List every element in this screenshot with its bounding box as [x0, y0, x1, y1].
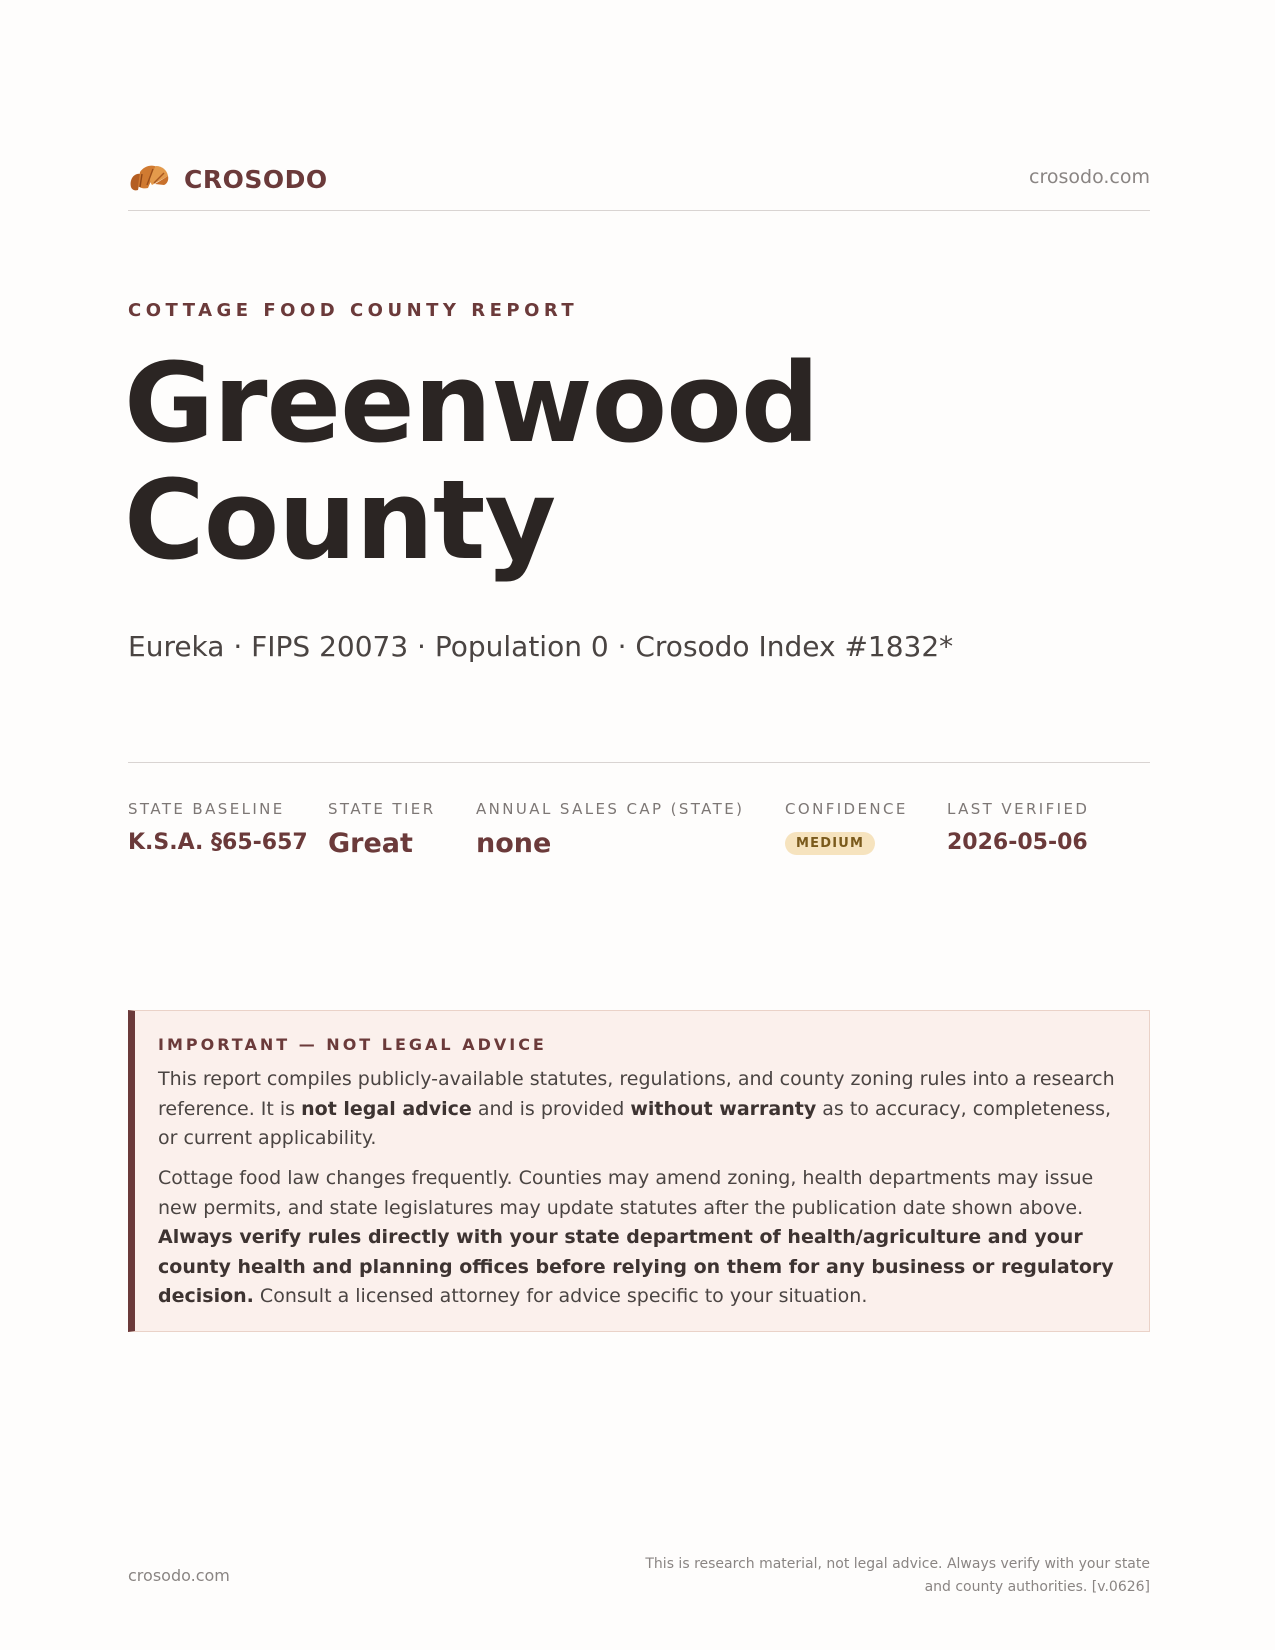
notice-text: as to accuracy, completeness, or current applicability. [158, 1097, 1112, 1149]
title-line-1: Greenwood [124, 339, 819, 467]
footer-disclaimer [630, 1553, 1150, 1599]
brand[interactable] [128, 160, 328, 198]
page-header [128, 160, 1150, 211]
stat-label: STATE TIER [328, 800, 436, 818]
notice-text: Consult a licensed attorney for advice specific to your situation. [253, 1285, 868, 1307]
section-divider [128, 762, 1150, 763]
footer-disclaimer-line: and county authorities. [v.0626] [924, 1579, 1150, 1595]
legal-notice [128, 1010, 1150, 1332]
notice-title: IMPORTANT — NOT LEGAL ADVICE [158, 1035, 547, 1054]
notice-text: Cottage food law changes frequently. Counties may amend zoning, health departments may issue new permits, and state legislatures may update statutes after the publication date shown above. [158, 1167, 1094, 1219]
stat-value: 2026-05-06 [947, 830, 1088, 855]
brand-name: CROSODO [184, 164, 328, 194]
confidence-badge: MEDIUM [785, 832, 875, 855]
stat-value: K.S.A. §65-657 [128, 830, 308, 855]
stat-label: STATE BASELINE [128, 800, 285, 818]
notice-text: This report compiles publicly-available statutes, regulations, and county zoning rules into a research reference. It is [158, 1068, 1115, 1120]
stat-label: CONFIDENCE [785, 800, 908, 818]
notice-paragraph [158, 1065, 1128, 1154]
report-type-eyebrow: COTTAGE FOOD COUNTY REPORT [128, 300, 579, 321]
title-line-2: County [124, 456, 556, 584]
stat-value: none [476, 828, 552, 859]
stat-sales-cap [476, 800, 744, 859]
report-page [124, 0, 1150, 1650]
notice-paragraph [158, 1164, 1128, 1312]
stat-label: ANNUAL SALES CAP (STATE) [476, 800, 745, 818]
notice-text: and is provided [471, 1097, 631, 1120]
county-subtitle: Eureka · FIPS 20073 · Population 0 · Crosodo Index #1832* [128, 630, 954, 663]
page-title [124, 339, 819, 584]
croissant-icon [128, 160, 170, 198]
stat-label: LAST VERIFIED [947, 800, 1090, 818]
footer-site-url[interactable]: crosodo.com [128, 1566, 230, 1585]
stat-last-verified [947, 800, 1089, 855]
stat-state-baseline [128, 800, 308, 855]
notice-emphasis: without warranty [630, 1097, 817, 1120]
stat-confidence [785, 800, 908, 855]
notice-emphasis: not legal advice [301, 1097, 472, 1120]
footer-disclaimer-line: This is research material, not legal advice. Always verify with your state [645, 1556, 1150, 1572]
stat-value: Great [328, 828, 413, 859]
site-url-link[interactable]: crosodo.com [1029, 166, 1150, 188]
stat-state-tier [328, 800, 436, 859]
notice-emphasis: Always verify rules directly with your state department of health/agriculture and your county health and planning offices before relying on them for any business or regulatory decision. [158, 1226, 1114, 1307]
